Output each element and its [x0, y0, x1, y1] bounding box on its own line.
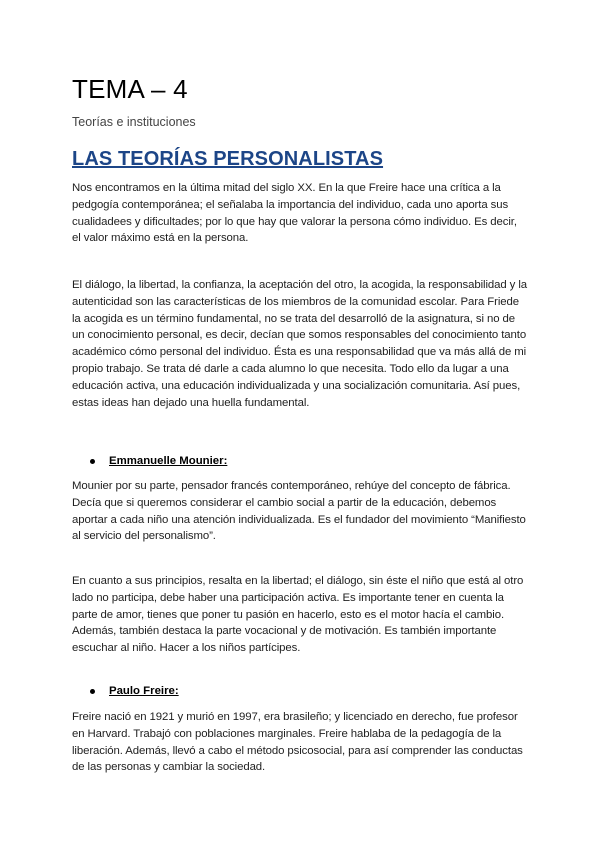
bullet-dot-icon [90, 689, 95, 694]
paragraph-freire: Freire nació en 1921 y murió en 1997, era brasileño; y licenciado en derecho, fue profesor en Harvard. Trabajó con poblaciones marginales. Freire hablaba de la pedagogía de la liberación. Además, llevó a cabo el método psicosocial, para así comprender las conductas de las personas y cambiar la sociedad. [72, 711, 523, 774]
document-subtitle: Teorías e instituciones [72, 115, 196, 129]
bullet-label: Emmanuelle Mounier: [109, 455, 228, 467]
paragraph-dialogue: El diálogo, la libertad, la confianza, la aceptación del otro, la acogida, la responsabilidad y la autenticidad son las características de los miembros de la comunidad escolar. Para Friede la acogida es un término fundamental, no se trata del desarrolló de la asignatura, si no de un conocimiento personal, es decir, decían que somos responsables del conocimiento tanto académico cómo personal del individuo. Ésta es una responsabilidad que va más allá de mi propio trabajo. Se trata dé darle a cada alumno lo que necesita. Todo ello da lugar a una educación activa, una educación individualizada y una socialización comunitaria. Así pues, estas ideas han dejado una huella fundamental. [72, 279, 527, 409]
bullet-label: Paulo Freire: [109, 685, 179, 697]
paragraph-intro: Nos encontramos en la última mitad del siglo XX. En la que Freire hace una crítica a la pedgogía contemporánea; el señalaba la importancia del individuo, cada uno aporta sus cualidadees y dificultades; por lo que hay que valorar la persona cómo individuo. Es decir, el valor máximo está en la persona. [72, 182, 517, 245]
paragraph-principles: En cuanto a sus principios, resalta en la libertad; el diálogo, sin éste el niño que está al otro lado no participa, debe haber una participación activa. Es importante tener en cuenta la parte de amor, tienes que poner tu pasión en hacerlo, esto es el motor hacía el cambio. Además, también destaca la parte vocacional y de motivación. Es también importante escuchar al niño. Hacer a los niños partícipes. [72, 575, 524, 655]
bullet-item-freire [90, 685, 179, 697]
bullet-item-mounier [90, 455, 227, 467]
document-title: TEMA – 4 [72, 74, 188, 104]
paragraph-mounier: Mounier por su parte, pensador francés contemporáneo, rehúye del concepto de fábrica. Decía que si queremos considerar el cambio social a partir de la educación, debemos aportar a cada niño una atención individualizada. Es el fundador del movimiento “Manifiesto al servicio del personalismo”. [72, 480, 526, 543]
bullet-dot-icon [90, 459, 95, 464]
section-heading: LAS TEORÍAS PERSONALISTAS [72, 148, 384, 170]
